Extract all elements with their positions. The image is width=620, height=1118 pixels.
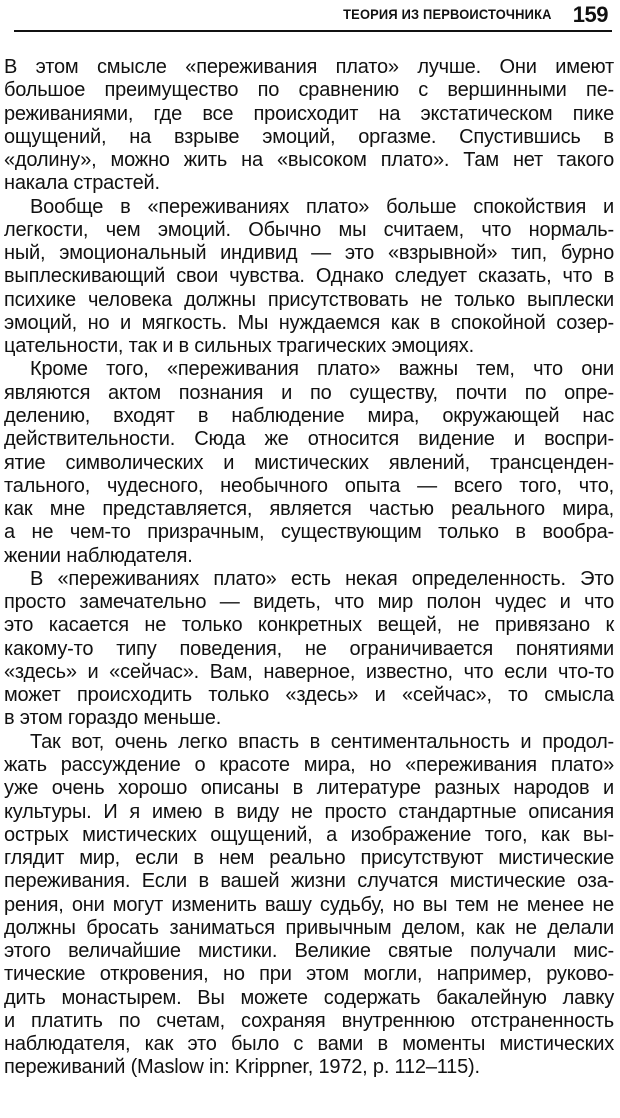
running-header [14,2,612,32]
body-text [4,56,614,1080]
text-line: тические откровения, но при этом могли, например, руково- [4,963,614,986]
text-line: дить монастырем. Вы можете содержать бакалейную лавку [4,986,614,1009]
text-line: психике человека должны присутствовать не только выплески [4,288,614,311]
text-line: наблюдателя, как это было с вами в моменты мистических [4,1033,614,1056]
text-line: «долину», можно жить на «высоком плато». Там нет такого [4,149,614,172]
text-line: В «переживаниях плато» есть некая определенность. Это [30,567,614,590]
text-line: В этом смысле «переживания плато» лучше. Они имеют [4,56,614,78]
text-line: переживания. Если в вашей жизни случатся мистические оза- [4,870,614,893]
text-line: большое преимущество по сравнению с вершинными пе- [4,79,614,102]
text-line: «здесь» и «сейчас». Вам, наверное, известно, что если что-то [4,660,614,683]
text-line: а не чем-то призрачным, существующим только в вообра- [4,521,614,544]
text-line: реживаниями, где все происходит на экстатическом пике [4,102,614,125]
text-line: должны бросать заниматься привычным делом, как не делали [4,916,614,939]
page-number: 159 [572,2,608,27]
text-line: это касается не только конкретных вещей, не привязано к [4,614,614,637]
text-line: ный, эмоциональный индивид — это «взрывной» тип, бурно [4,242,614,265]
running-header-title: ТЕОРИЯ ИЗ ПЕРВОИСТОЧНИКА [343,6,552,22]
text-line: жении наблюдателя. [4,544,193,567]
text-line: ощущений, на взрыве эмоций, оргазме. Спустившись в [4,125,614,148]
text-line: этого величайшие мистики. Великие святые получали мис- [4,940,614,963]
text-line: и платить по счетам, сохраняя внутреннюю отстраненность [4,1009,614,1032]
text-line: цательности, так и в сильных трагических эмоциях. [4,335,474,358]
text-line: Вообще в «переживаниях плато» больше спокойствия и [30,195,614,218]
text-line: действительности. Сюда же относится видение и воспри- [4,428,614,451]
text-line: в этом гораздо меньше. [4,707,222,730]
text-line: может происходить только «здесь» и «сейчас», то смысла [4,684,614,707]
text-line: эмоций, но и мягкость. Мы нуждаемся как в спокойной созер- [4,311,614,334]
text-line: как мне представляется, является частью реального мира, [4,498,614,521]
text-line: жать рассуждение о красоте мира, но «переживания плато» [4,753,614,776]
text-line: уже очень хорошо описаны в литературе разных народов и [4,777,614,800]
text-line: тального, чудесного, необычного опыта — всего того, что, [4,474,614,497]
text-line: культуры. И я имею в виду не просто стандартные описания [4,800,614,823]
text-line: легкости, чем эмоций. Обычно мы считаем, что нормаль- [4,218,614,241]
text-line: ятие символических и мистических явлений, трансценден- [4,451,614,474]
text-line: являются актом познания и по существу, почти по опре- [4,381,614,404]
text-line: глядит мир, если в нем реально присутствуют мистические [4,847,614,870]
text-line: накала страстей. [4,172,160,195]
text-line: переживаний (Maslow in: Krippner, 1972, p. 112–115). [4,1056,480,1079]
text-line: просто замечательно — видеть, что мир полон чудес и что [4,591,614,614]
text-line: делению, входят в наблюдение мира, окружающей нас [4,404,614,427]
text-line: Так вот, очень легко впасть в сентиментальность и продол- [30,730,614,753]
text-line: рения, они могут изменить вашу судьбу, но вы тем не менее не [4,893,614,916]
text-line: острых мистических ощущений, а изображение того, как вы- [4,823,614,846]
text-line: какому-то типу поведения, не ограничивается понятиями [4,637,614,660]
text-line: выплескивающий свои чувства. Однако следует сказать, что в [4,265,614,288]
text-line: Кроме того, «переживания плато» важны тем, что они [30,358,614,381]
